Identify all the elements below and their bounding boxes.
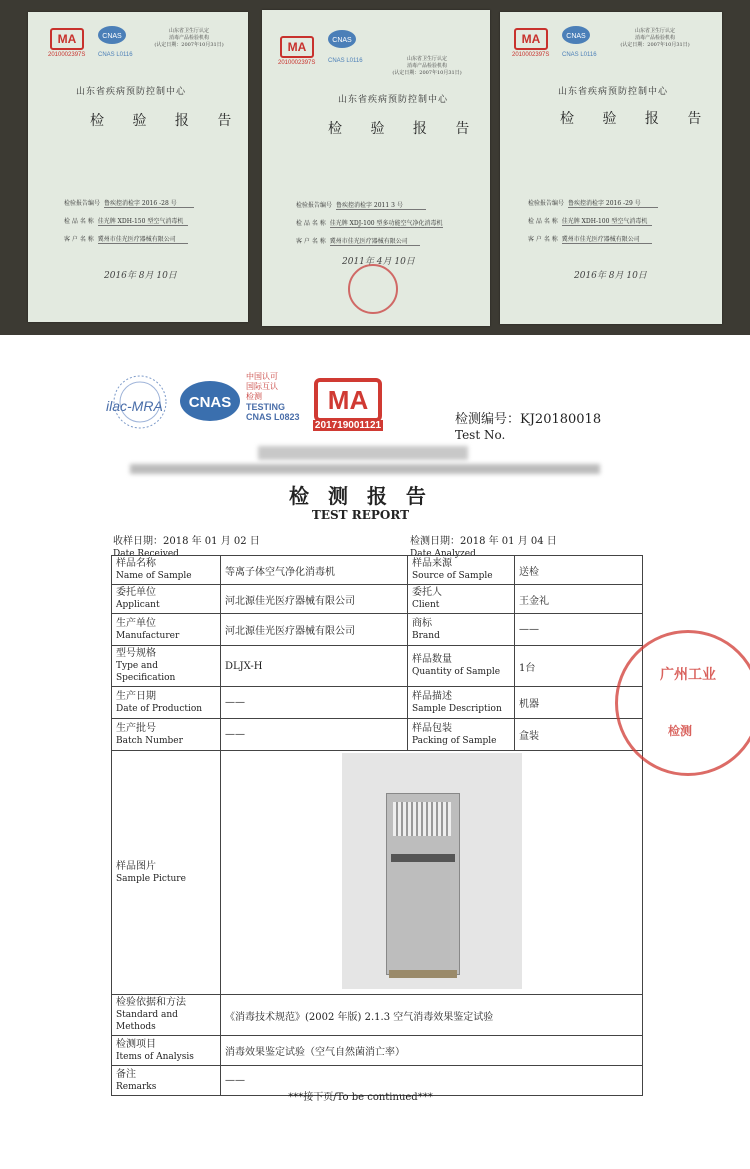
- cnas-number: CNAS L0116: [562, 52, 597, 58]
- date-received: 收样日期：2018 年 01 月 02 日 Date Received: [113, 536, 260, 559]
- official-stamp: [348, 264, 398, 314]
- cover-field: 检 品 名 称 佳光牌 XDH-100 型空气消毒机: [528, 216, 652, 226]
- cnas-number: CNAS L0116: [328, 58, 363, 64]
- test-number: 检测编号：KJ20180018: [455, 412, 602, 427]
- cover-field: 客 户 名 称 冀州市佳光医疗器械有限公司: [64, 234, 188, 244]
- table-cell: ——: [221, 687, 408, 719]
- official-seal: [615, 630, 750, 776]
- svg-text:CNAS: CNAS: [332, 37, 352, 44]
- cover-field: 检 品 名 称 佳光牌 XDJ-100 型多功能空气净化消毒机: [296, 220, 443, 227]
- cover-field: 客 户 名 称 冀州市佳光医疗器械有限公司: [528, 234, 652, 244]
- report-title-en: TEST REPORT: [311, 508, 410, 522]
- ilac-mra-text: ilac-MRA: [106, 398, 163, 414]
- report-cover-2: [262, 10, 490, 326]
- table-row: 备注 Remarks ——: [112, 1066, 643, 1096]
- redacted-org-name: [258, 446, 468, 460]
- test-number-en: Test No.: [455, 428, 506, 442]
- authority-text: 山东省卫生厅认定 消毒产品检验机构 (认定日期：2007年10月31日): [392, 56, 462, 76]
- report-title: 检 测 报 告: [289, 484, 432, 508]
- cover-title: 检 验 报 告: [90, 113, 244, 129]
- cma-logo: MA: [50, 28, 84, 50]
- table-cell: 消毒效果鉴定试验（空气自然菌消亡率）: [221, 1036, 643, 1066]
- table-cell: 机器: [515, 687, 643, 719]
- table-row: 检测项目 Items of Analysis 消毒效果鉴定试验（空气自然菌消亡率）: [112, 1036, 643, 1066]
- date-analyzed: 检测日期：2018 年 01 月 04 日 Date Analyzed: [410, 536, 557, 559]
- cover-field: 检验报告编号 鲁疾控消检字 2011 3 号: [296, 200, 426, 210]
- cnas-logo: [326, 28, 358, 50]
- table-cell: 河北源佳光医疗器械有限公司: [221, 585, 408, 614]
- table-cell: ——: [221, 1066, 643, 1096]
- continued-note: ***接下页/To be continued***: [288, 1092, 433, 1103]
- cover-date: 2016年 8月 10日: [574, 271, 647, 281]
- issuing-org: 山东省疾病预防控制中心: [338, 95, 449, 105]
- table-cell: 送检: [515, 556, 643, 585]
- cover-field: 检验报告编号 鲁疾控消检字 2016 -29 号: [528, 198, 658, 208]
- table-row: 生产日期 Date of Production —— 样品描述 Sample Description 机器: [112, 687, 643, 719]
- table-cell: 1台: [515, 646, 643, 687]
- report-cover-1: [28, 12, 248, 322]
- table-cell: 河北源佳光医疗器械有限公司: [221, 614, 408, 646]
- table-row: 委托单位 Applicant 河北源佳光医疗器械有限公司 委托人 Client 王金礼: [112, 585, 643, 614]
- cnas-logo: [178, 376, 242, 426]
- authority-text: 山东省卫生厅认定 消毒产品检验机构 (认定日期：2007年10月31日): [154, 28, 224, 48]
- report-table: [111, 555, 643, 1096]
- cma-logo: MA: [280, 36, 314, 58]
- svg-text:CNAS: CNAS: [102, 33, 122, 40]
- test-report-page: [68, 350, 653, 1120]
- report-cover-3: [500, 12, 722, 324]
- cnas-logo: [560, 24, 592, 46]
- table-row: 生产单位 Manufacturer 河北源佳光医疗器械有限公司 商标 Brand ——: [112, 614, 643, 646]
- table-cell: 盒装: [515, 719, 643, 751]
- cma-logo: MA: [314, 378, 382, 422]
- authority-text: 山东省卫生厅认定 消毒产品检验机构 (认定日期：2007年10月31日): [620, 28, 690, 48]
- sample-photo: [342, 753, 522, 989]
- svg-text:CNAS: CNAS: [566, 33, 586, 40]
- table-cell: ——: [221, 719, 408, 751]
- cover-field: 检验报告编号 鲁疾控消检字 2016 -28 号: [64, 198, 194, 208]
- cover-date: 2011年 4月 10日: [342, 257, 415, 267]
- cma-number: 2010002397S: [278, 60, 316, 66]
- table-cell: DLJX-H: [221, 646, 408, 687]
- table-cell: 《消毒技术规范》(2002 年版) 2.1.3 空气消毒效果鉴定试验: [221, 995, 643, 1036]
- cma-number: 201719001121: [314, 420, 382, 431]
- seal-text: 广州工业: [660, 667, 716, 683]
- cnas-logo: [96, 24, 128, 46]
- cnas-number: CNAS L0116: [98, 52, 133, 58]
- table-row: 生产批号 Batch Number —— 样品包装 Packing of Sample 盒装: [112, 719, 643, 751]
- table-row: 样品图片 Sample Picture: [112, 751, 643, 995]
- redacted-org-name-en: [130, 464, 600, 474]
- cma-logo: MA: [514, 28, 548, 50]
- cover-field: 客 户 名 称 冀州市佳光医疗器械有限公司: [296, 236, 420, 246]
- air-purifier-image: [386, 793, 460, 975]
- table-row: 型号规格 Type and Specification DLJX-H 样品数量 Quantity of Sample 1台: [112, 646, 643, 687]
- cma-number: 2010002397S: [512, 52, 550, 58]
- table-cell: 王金礼: [515, 585, 643, 614]
- cnas-logo-text: CNAS: [188, 394, 232, 411]
- cover-title: 检 验 报 告: [328, 121, 482, 137]
- seal-text: 检测: [668, 724, 693, 738]
- table-cell: 等离子体空气净化消毒机: [221, 556, 408, 585]
- cover-title: 检 验 报 告: [560, 111, 714, 127]
- cover-date: 2016年 8月 10日: [104, 271, 177, 281]
- table-cell: ——: [515, 614, 643, 646]
- report-covers-strip: [0, 0, 750, 335]
- table-row: 检验依据和方法 Standard and Methods 《消毒技术规范》(2002 年版) 2.1.3 空气消毒效果鉴定试验: [112, 995, 643, 1036]
- table-row: 样品名称 Name of Sample 等离子体空气净化消毒机 样品来源 Source of Sample 送检: [112, 556, 643, 585]
- cma-number: 2010002397S: [48, 52, 86, 58]
- cnas-accreditation-text: 中国认可 国际互认 检测 TESTING CNAS L0823: [246, 372, 300, 422]
- issuing-org: 山东省疾病预防控制中心: [558, 87, 669, 97]
- cover-field: 检 品 名 称 佳光牌 XDH-150 型空气消毒机: [64, 216, 188, 226]
- issuing-org: 山东省疾病预防控制中心: [76, 87, 187, 97]
